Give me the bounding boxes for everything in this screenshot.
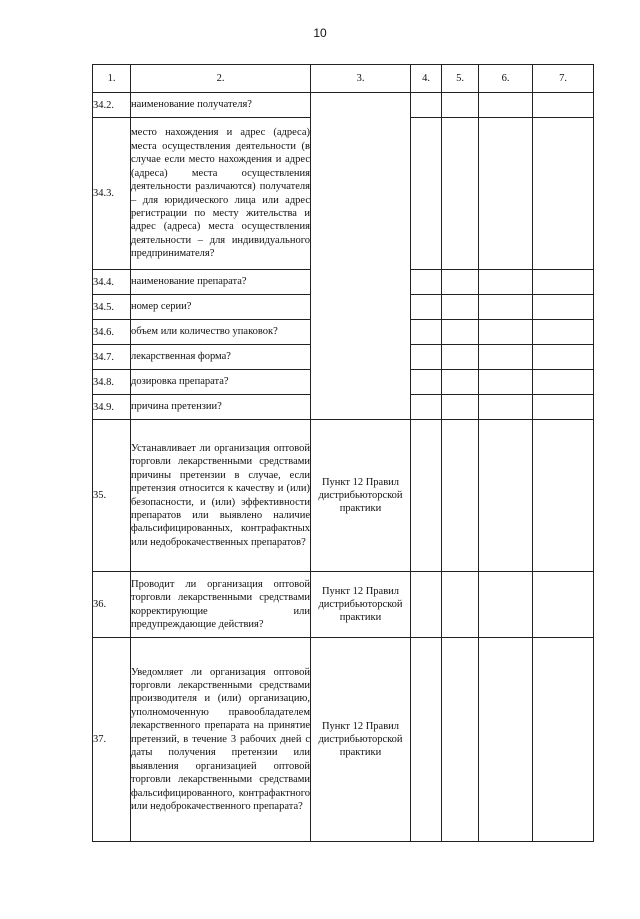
- answer-cell[interactable]: [411, 370, 442, 395]
- row-number: 34.8.: [93, 370, 131, 395]
- row-number: 34.7.: [93, 345, 131, 370]
- answer-cell[interactable]: [479, 320, 533, 345]
- answer-cell[interactable]: [411, 93, 442, 118]
- table-header-row: [93, 65, 594, 93]
- row-reference: Пункт 12 Правил дистрибьюторской практики: [311, 572, 411, 638]
- answer-cell[interactable]: [411, 118, 442, 270]
- answer-cell[interactable]: [533, 295, 594, 320]
- answer-cell[interactable]: [442, 420, 479, 572]
- column-header: 2.: [131, 65, 311, 93]
- row-question: номер серии?: [131, 295, 311, 320]
- answer-cell[interactable]: [533, 118, 594, 270]
- answer-cell[interactable]: [442, 638, 479, 842]
- answer-cell[interactable]: [533, 270, 594, 295]
- row-number: 34.6.: [93, 320, 131, 345]
- row-question: лекарственная форма?: [131, 345, 311, 370]
- answer-cell[interactable]: [411, 395, 442, 420]
- checklist-table: [92, 64, 594, 842]
- answer-cell[interactable]: [479, 295, 533, 320]
- row-question: наименование препарата?: [131, 270, 311, 295]
- table-row: [93, 572, 594, 638]
- answer-cell[interactable]: [411, 638, 442, 842]
- row-question: Уведомляет ли организация оптовой торговли лекарственными средствами производителя и (или) организацию, уполномоченную правообладателем лекарственного препарата на принятие претензий, в течение 3 рабочих дней с даты получения претензии или выявления организацией оптовой торговли лекарственными средствами фальсифицированного, контрафактного или недоброкачественного препарата?: [131, 638, 311, 842]
- answer-cell[interactable]: [533, 420, 594, 572]
- answer-cell[interactable]: [479, 93, 533, 118]
- row-question: дозировка препарата?: [131, 370, 311, 395]
- column-header: 3.: [311, 65, 411, 93]
- table-row: [93, 420, 594, 572]
- answer-cell[interactable]: [411, 420, 442, 572]
- answer-cell[interactable]: [411, 320, 442, 345]
- answer-cell[interactable]: [442, 345, 479, 370]
- answer-cell[interactable]: [442, 270, 479, 295]
- row-question: Устанавливает ли организация оптовой торговли лекарственными средствами причины претензии в случае, если претензия относится к качеству и (или) безопасности, и (или) эффективности препаратов или выявлено наличие фальсифицированных, контрафактных или недоброкачественных препаратов?: [131, 420, 311, 572]
- table-row: [93, 93, 594, 118]
- answer-cell[interactable]: [442, 118, 479, 270]
- answer-cell[interactable]: [533, 572, 594, 638]
- answer-cell[interactable]: [411, 295, 442, 320]
- row-number: 35.: [93, 420, 131, 572]
- answer-cell[interactable]: [479, 370, 533, 395]
- row-number: 36.: [93, 572, 131, 638]
- answer-cell[interactable]: [533, 320, 594, 345]
- answer-cell[interactable]: [479, 638, 533, 842]
- answer-cell[interactable]: [533, 93, 594, 118]
- page-number: 10: [313, 26, 327, 40]
- row-reference: Пункт 12 Правил дистрибьюторской практики: [311, 638, 411, 842]
- answer-cell[interactable]: [533, 345, 594, 370]
- row-number: 34.9.: [93, 395, 131, 420]
- answer-cell[interactable]: [411, 572, 442, 638]
- column-header: 1.: [93, 65, 131, 93]
- table-row: [93, 638, 594, 842]
- answer-cell[interactable]: [442, 370, 479, 395]
- row-question: Проводит ли организация оптовой торговли лекарственными средствами корректирующие или предупреждающие действия?: [131, 572, 311, 638]
- row-number: 34.5.: [93, 295, 131, 320]
- answer-cell[interactable]: [442, 93, 479, 118]
- column-header: 5.: [442, 65, 479, 93]
- row-reference: [311, 93, 411, 420]
- answer-cell[interactable]: [479, 395, 533, 420]
- answer-cell[interactable]: [533, 638, 594, 842]
- answer-cell[interactable]: [442, 572, 479, 638]
- answer-cell[interactable]: [533, 395, 594, 420]
- row-number: 37.: [93, 638, 131, 842]
- row-number: 34.4.: [93, 270, 131, 295]
- answer-cell[interactable]: [533, 370, 594, 395]
- answer-cell[interactable]: [442, 320, 479, 345]
- row-question: место нахождения и адрес (адреса) места осуществления деятельности (в случае если место нахождения и адрес (адреса) места осуществления деятельности различаются) получателя – для юридического лица или адрес регистрации по месту жительства и адрес (адреса) места осуществления деятельности – для индивидуального предпринимателя?: [131, 118, 311, 270]
- column-header: 6.: [479, 65, 533, 93]
- row-question: причина претензии?: [131, 395, 311, 420]
- row-number: 34.3.: [93, 118, 131, 270]
- answer-cell[interactable]: [479, 345, 533, 370]
- column-header: 4.: [411, 65, 442, 93]
- answer-cell[interactable]: [411, 270, 442, 295]
- row-question: наименование получателя?: [131, 93, 311, 118]
- answer-cell[interactable]: [442, 395, 479, 420]
- answer-cell[interactable]: [442, 295, 479, 320]
- answer-cell[interactable]: [411, 345, 442, 370]
- row-number: 34.2.: [93, 93, 131, 118]
- column-header: 7.: [533, 65, 594, 93]
- row-question: объем или количество упаковок?: [131, 320, 311, 345]
- answer-cell[interactable]: [479, 420, 533, 572]
- answer-cell[interactable]: [479, 572, 533, 638]
- answer-cell[interactable]: [479, 270, 533, 295]
- answer-cell[interactable]: [479, 118, 533, 270]
- row-reference: Пункт 12 Правил дистрибьюторской практики: [311, 420, 411, 572]
